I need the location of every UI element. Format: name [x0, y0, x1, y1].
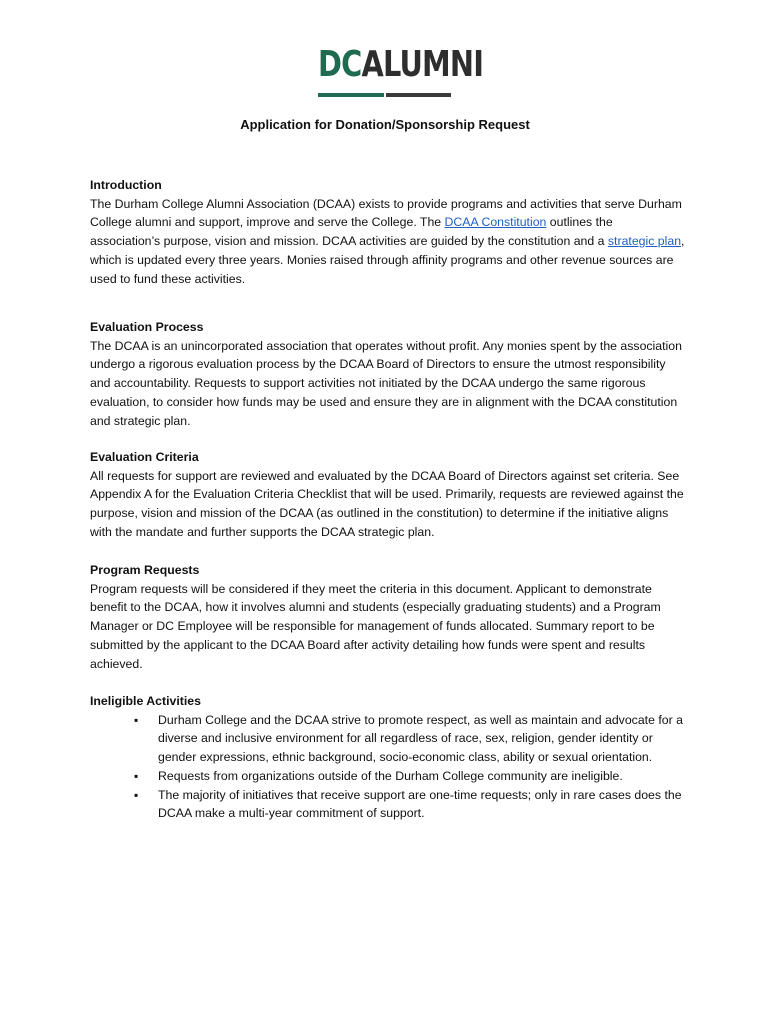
evaluation-process-body: The DCAA is an unincorporated association that operates without profit. Any monies spent by the association undergo a rigorous evaluation process by the DCAA Board of Directors to ensure the utmost responsibility and accountability. Requests to support activities not initiated by the DCAA undergo the same rigorous evaluation, to consider how funds may be used and ensure they are in alignment with the DCAA constitution and strategic plan.	[90, 338, 682, 428]
logo-underline-dark	[386, 93, 451, 97]
ineligible-activities-list	[90, 711, 686, 823]
introduction-text-3: , which is updated every three years. Monies raised through affinity programs and other revenue sources are used to fund these activities.	[90, 234, 685, 286]
dc-alumni-logo	[318, 44, 484, 98]
list-item: ▪ Durham College and the DCAA strive to promote respect, as well as maintain and advocate for a diverse and inclusive environment for all regardless of race, sex, religion, gender identity or gender expressions, ethnic background, socio-economic class, ability or sexual orientation.	[90, 711, 686, 767]
introduction-text-1: The Durham College Alumni Association (DCAA) exists to provide programs and activities that serve Durham College alumni and support, improve and serve the College. The	[90, 196, 682, 230]
strategic-plan-link[interactable]: strategic plan	[607, 234, 682, 249]
dcaa-constitution-link[interactable]: DCAA Constitution	[444, 215, 547, 230]
program-requests-section	[90, 561, 686, 673]
introduction-text-2: outlines the association’s purpose, vision and mission. DCAA activities are guided by the constitution and a	[90, 215, 613, 249]
introduction-heading: Introduction	[90, 178, 162, 192]
evaluation-process-section	[90, 318, 686, 430]
ineligible-activities-heading: Ineligible Activities	[90, 694, 201, 708]
evaluation-criteria-section	[90, 448, 686, 542]
evaluation-process-heading: Evaluation Process	[90, 320, 204, 334]
logo-alumni-text: ALUMNI	[361, 44, 484, 85]
evaluation-criteria-body: All requests for support are reviewed and evaluated by the DCAA Board of Directors against set criteria. See Appendix A for the Evaluation Criteria Checklist that will be used. Primarily, requests are reviewed against the purpose, vision and mission of the DCAA (as outlined in the constitution) to determine if the initiative aligns with the mandate and further supports the DCAA strategic plan.	[90, 468, 684, 539]
logo-wordmark	[318, 44, 484, 86]
list-item: ▪ The majority of initiatives that receive support are one-time requests; only in rare cases does the DCAA make a multi-year commitment of support.	[90, 786, 686, 823]
evaluation-criteria-heading: Evaluation Criteria	[90, 450, 199, 464]
list-item: ▪ Requests from organizations outside of the Durham College community are ineligible.	[90, 767, 686, 786]
introduction-body	[90, 195, 686, 289]
logo-dc-text: DC	[318, 44, 362, 85]
program-requests-heading: Program Requests	[90, 563, 200, 577]
ineligible-activities-section	[90, 692, 686, 823]
program-requests-body: Program requests will be considered if they meet the criteria in this document. Applicant to demonstrate benefit to the DCAA, how it involves alumni and students (especially graduating students) and a Program Manager or DC Employee will be responsible for management of funds allocated. Summary report to be submitted by the applicant to the DCAA Board after activity detailing how funds were spent and results achieved.	[90, 581, 661, 671]
document-title: Application for Donation/Sponsorship Request	[240, 117, 530, 132]
logo-underline-green	[318, 93, 384, 97]
introduction-section	[90, 176, 686, 288]
